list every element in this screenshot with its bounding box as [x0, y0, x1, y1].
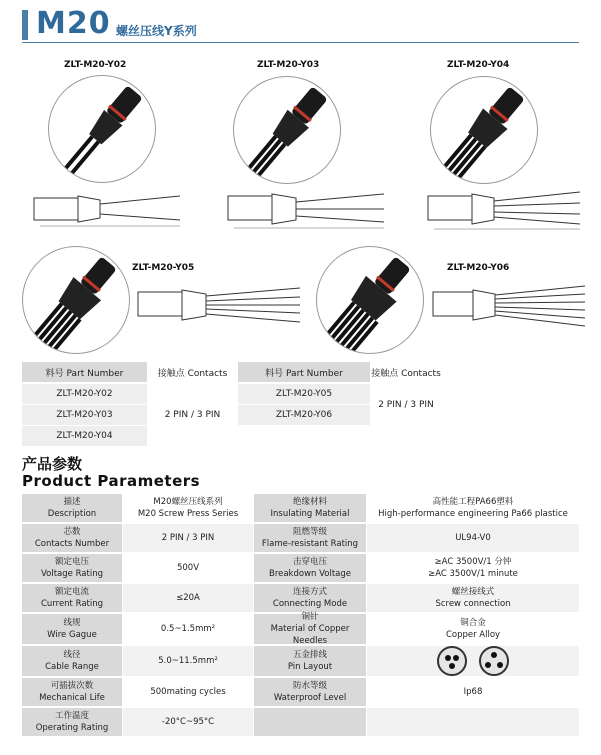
params-row — [22, 614, 579, 644]
part-row-y06: ZLT-M20-Y06 — [238, 405, 370, 425]
param-label: 线径 Cable Range — [22, 646, 122, 676]
product-label-y05: ZLT-M20-Y05 — [132, 263, 195, 273]
param-label: 铜针 Material of Copper Needles — [254, 614, 366, 644]
part-row-y05: ZLT-M20-Y05 — [238, 384, 370, 404]
param-value: 500V — [123, 554, 253, 582]
param-label: 线规 Wire Gague — [22, 614, 122, 644]
params-row — [22, 524, 579, 552]
param-value: 500mating cycles — [123, 678, 253, 706]
param-label: 阻燃等级 Flame-resistant Rating — [254, 524, 366, 552]
param-value: 铜合金 Copper Alloy — [367, 614, 579, 644]
header-accent-bar — [22, 10, 28, 40]
param-value: -20°C~95°C — [123, 708, 253, 736]
param-label: 工作温度 Operating Rating — [22, 708, 122, 736]
product-photo-y03 — [233, 76, 341, 184]
part-table-header-part: 料号 Part Number — [22, 362, 147, 382]
part-row-y04: ZLT-M20-Y04 — [22, 426, 147, 446]
page-subtitle: 螺丝压线Y系列 — [116, 24, 197, 38]
param-label: 防水等级 Waterproof Level — [254, 678, 366, 706]
dimension-drawing-y03 — [214, 186, 394, 236]
params-row — [22, 646, 579, 676]
param-value: 螺丝接线式 Screw connection — [367, 584, 579, 612]
param-value: 2 PIN / 3 PIN — [123, 524, 253, 552]
product-label-y02: ZLT-M20-Y02 — [64, 60, 127, 70]
part-row-y03: ZLT-M20-Y03 — [22, 405, 147, 425]
param-value: Ip68 — [367, 678, 579, 706]
param-label: 可插拔次数 Mechanical Life — [22, 678, 122, 706]
part-table-header-contacts: 接触点 Contacts — [148, 362, 237, 382]
param-value: 高性能工程PA66塑料 High-performance engineering Pa66 plastice — [367, 494, 579, 522]
params-heading-cn: 产品参数 — [22, 455, 83, 473]
dimension-drawing-y04 — [420, 186, 590, 236]
param-value: ≤20A — [123, 584, 253, 612]
param-label: 芯数 Contacts Number — [22, 524, 122, 552]
param-label: 描述 Description — [22, 494, 122, 522]
param-label: 绝缘材料 Insulating Material — [254, 494, 366, 522]
params-row — [22, 708, 579, 736]
param-value: M20螺丝压线系列 M20 Screw Press Series — [123, 494, 253, 522]
params-heading-en: Product Parameters — [22, 472, 201, 490]
page-title: M20 — [36, 6, 111, 41]
param-label: 击穿电压 Breakdown Voltage — [254, 554, 366, 582]
left-contacts-value: 2 PIN / 3 PIN — [148, 384, 237, 446]
param-value: 5.0~11.5mm² — [123, 646, 253, 676]
dimension-drawing-y05 — [130, 282, 310, 332]
dimension-drawing-y02 — [20, 186, 190, 236]
pin-layout-3pin-icon — [479, 646, 509, 676]
part-row-y02: ZLT-M20-Y02 — [22, 384, 147, 404]
param-value: UL94-V0 — [367, 524, 579, 552]
part-table-header-contacts-2: 接触点 Contacts — [371, 362, 441, 382]
product-photo-y04 — [430, 76, 538, 184]
header-divider — [22, 42, 579, 43]
product-photo-y06 — [316, 246, 424, 354]
param-value-empty — [367, 708, 579, 736]
param-label: 五金排线 Pin Layout — [254, 646, 366, 676]
param-label: 额定电流 Current Rating — [22, 584, 122, 612]
param-label: 额定电压 Voltage Rating — [22, 554, 122, 582]
part-table-header-part-2: 料号 Part Number — [238, 362, 370, 382]
params-row — [22, 494, 579, 522]
product-label-y06: ZLT-M20-Y06 — [447, 263, 510, 273]
param-value: ≥AC 3500V/1 分钟 ≥AC 3500V/1 minute — [367, 554, 579, 582]
param-value: 0.5~1.5mm² — [123, 614, 253, 644]
right-contacts-value: 2 PIN / 3 PIN — [371, 384, 441, 425]
params-row — [22, 554, 579, 582]
params-row — [22, 584, 579, 612]
pin-layout-2pin-icon — [437, 646, 467, 676]
dimension-drawing-y06 — [425, 282, 595, 332]
product-label-y03: ZLT-M20-Y03 — [257, 60, 320, 70]
param-label-empty — [254, 708, 366, 736]
pin-layout-diagrams — [367, 646, 579, 676]
params-row — [22, 678, 579, 706]
product-photo-y02 — [48, 75, 156, 183]
page-header — [0, 0, 601, 46]
product-label-y04: ZLT-M20-Y04 — [447, 60, 510, 70]
product-photo-y05 — [22, 246, 130, 354]
param-label: 连接方式 Connecting Mode — [254, 584, 366, 612]
